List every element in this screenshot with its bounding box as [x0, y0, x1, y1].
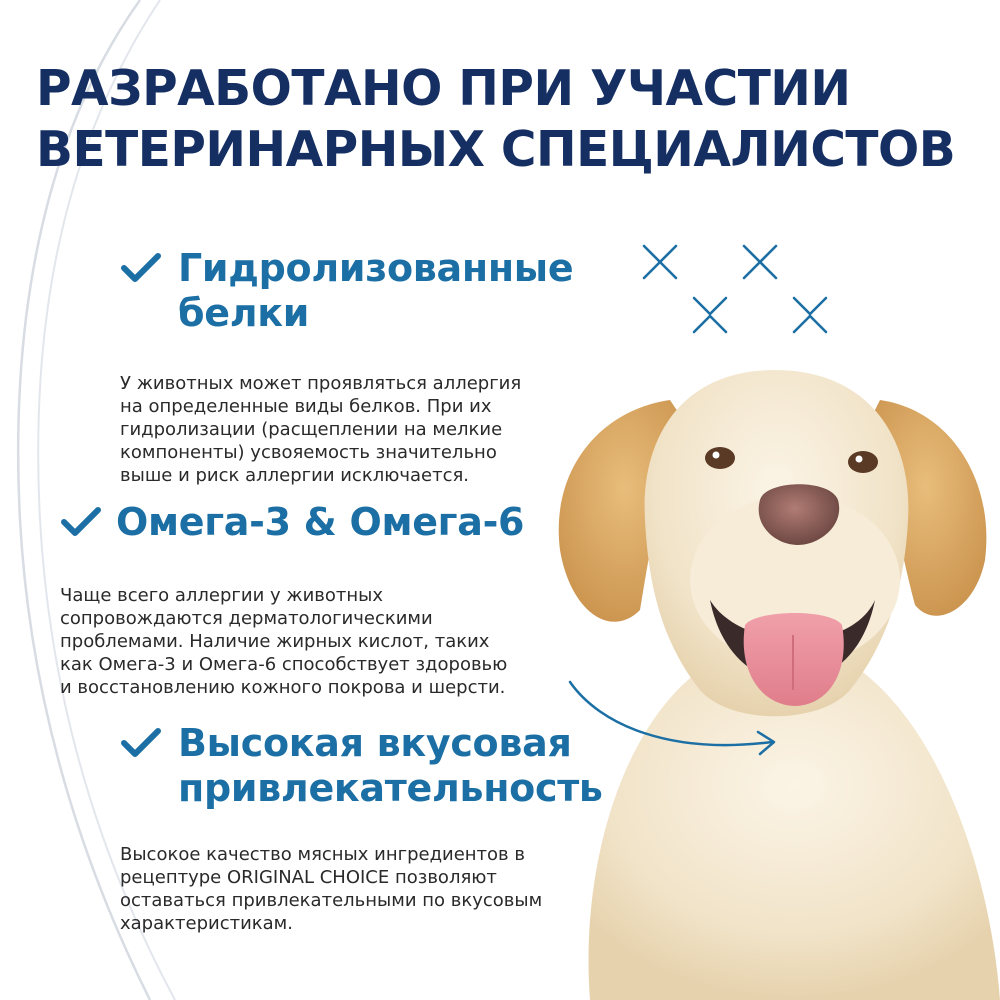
feature-text-line: рецептуре ORIGINAL CHOICE позволяют: [120, 867, 497, 888]
feature-text-line: У животных может проявляться аллергия: [120, 373, 522, 394]
feature-text-line: как Омега-3 и Омега-6 способствует здоровью: [60, 654, 508, 675]
feature-text-line: оставаться привлекательными по вкусовым: [120, 890, 543, 911]
feature-text-line: компоненты) усвояемость значительно: [120, 442, 497, 463]
check-icon: [120, 252, 162, 284]
feature-title-line: Гидролизованные: [178, 246, 574, 290]
feature-title-line: Высокая вкусовая: [178, 721, 572, 765]
feature-text-line: гидролизации (расщеплении на мелкие: [120, 419, 503, 440]
feature-text-line: выше и риск аллергии исключается.: [120, 465, 470, 486]
feature-text-line: на определенные виды белков. При их: [120, 396, 492, 417]
page-title-line-2: ВЕТЕРИНАРНЫХ СПЕЦИАЛИСТОВ: [36, 121, 956, 178]
feature-text-line: сопровождаются дерматологическими: [60, 608, 433, 629]
page-title-line-1: РАЗРАБОТАНО ПРИ УЧАСТИИ: [36, 60, 851, 117]
feature-title-line: Омега-3 & Омега-6: [116, 500, 525, 544]
feature-text-line: и восстановлению кожного покрова и шерсти.: [60, 677, 506, 698]
feature-text-palatability: [120, 843, 542, 935]
check-icon: [60, 506, 102, 538]
feature-text-line: характеристикам.: [120, 913, 293, 934]
feature-title-line: привлекательность: [178, 766, 603, 810]
feature-title-omega: [116, 500, 524, 545]
page-title: [36, 58, 967, 180]
feature-text-omega: [60, 584, 507, 699]
feature-text-line: Высокое качество мясных ингредиентов в: [120, 844, 525, 865]
feature-title-palatability: [178, 721, 603, 811]
check-icon: [120, 727, 162, 759]
curved-arrow-icon: [560, 670, 800, 760]
feature-text-line: проблемами. Наличие жирных кислот, таких: [60, 631, 490, 652]
feature-title-hydrolyzed-proteins: [178, 246, 573, 336]
feature-title-line: белки: [178, 291, 310, 335]
cross-pattern-icon: [636, 240, 841, 340]
feature-text-hydrolyzed-proteins: [120, 372, 521, 487]
feature-text-line: Чаще всего аллергии у животных: [60, 585, 384, 606]
